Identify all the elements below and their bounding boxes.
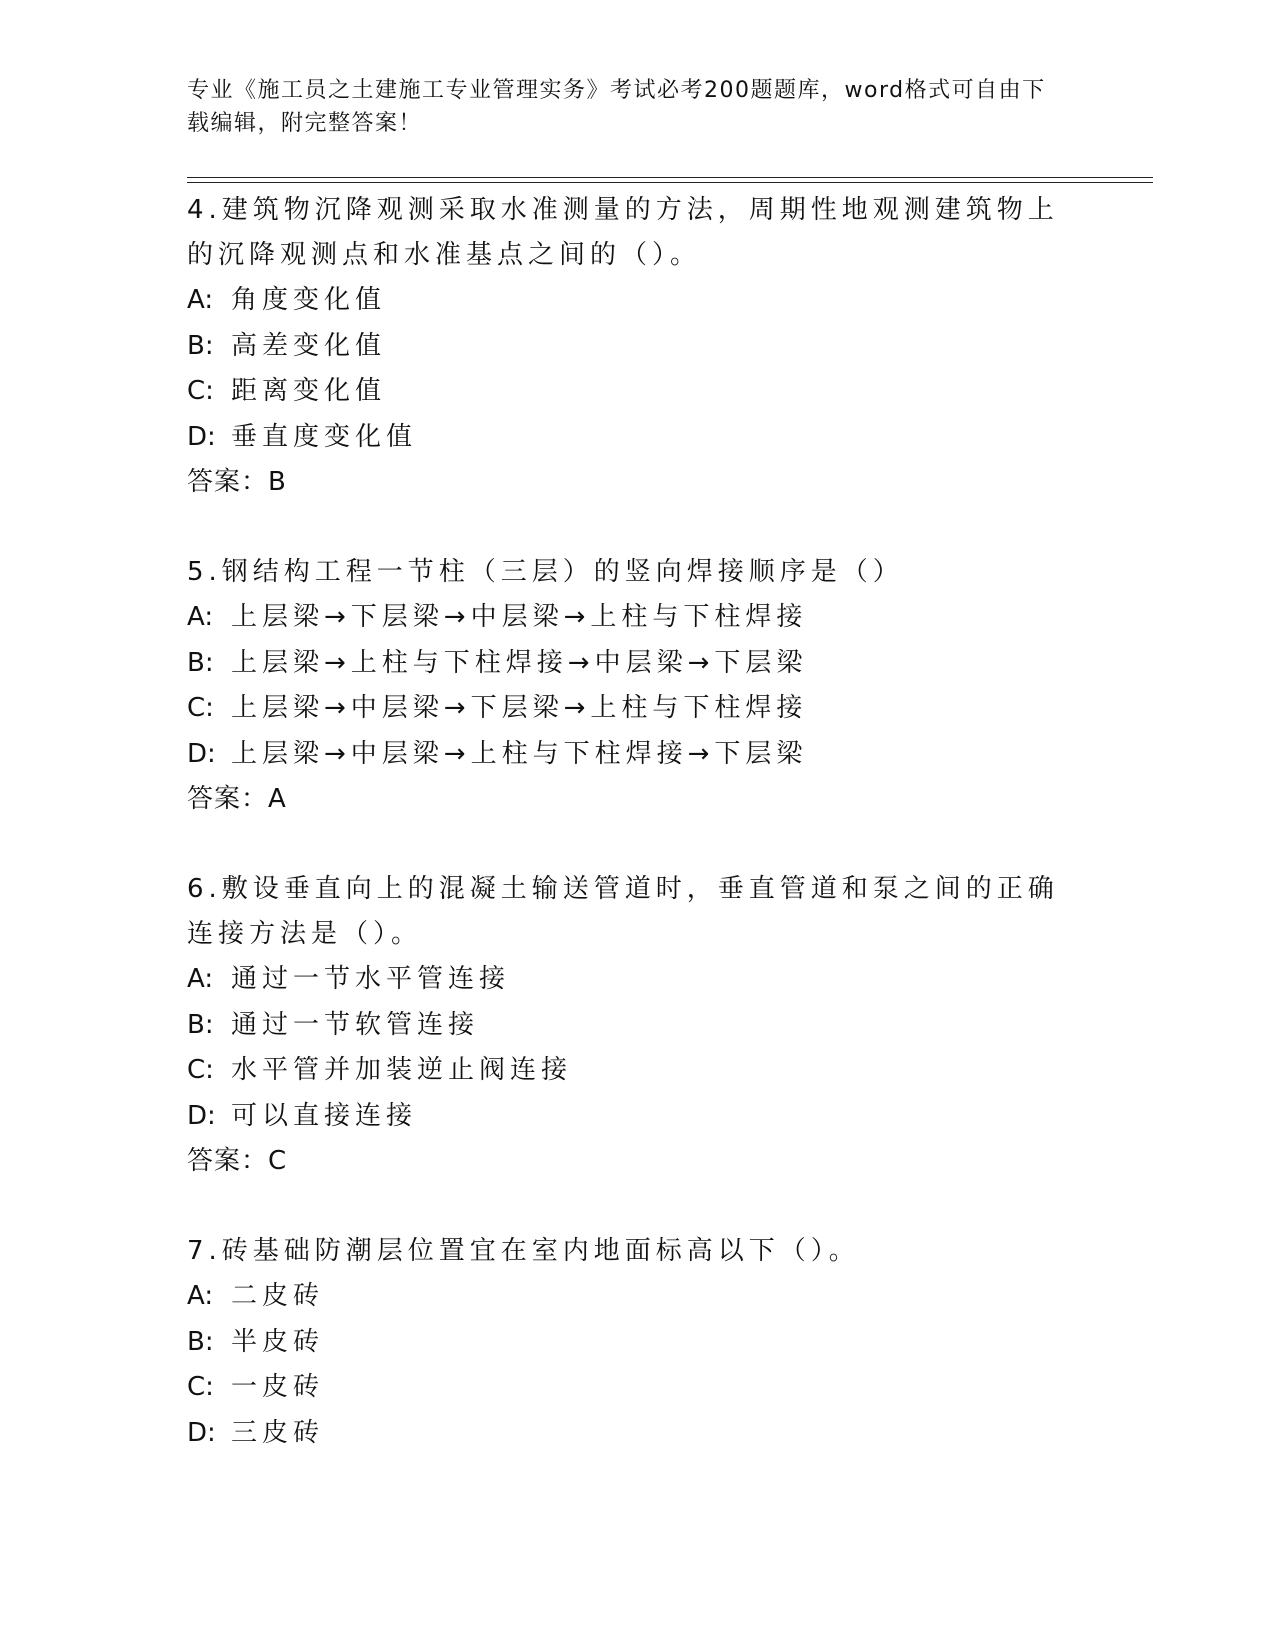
- option-text: 上层梁→中层梁→下层梁→上柱与下柱焊接: [231, 693, 808, 723]
- option-d: [187, 415, 1087, 461]
- option-text: 一皮砖: [231, 1372, 325, 1402]
- header-divider-top: [187, 177, 1153, 178]
- option-c: [187, 1365, 1087, 1411]
- option-c: [187, 1048, 1087, 1094]
- option-a: [187, 957, 1087, 1003]
- question-stem: 6.敷设垂直向上的混凝土输送管道时，垂直管道和泵之间的正确连接方法是（）。: [187, 874, 1059, 949]
- option-text: 可以直接连接: [231, 1100, 418, 1131]
- question-item: [187, 867, 1087, 1184]
- option-key: D:: [187, 738, 216, 769]
- question-answer: 答案：B: [187, 467, 287, 497]
- option-text: 通过一节软管连接: [231, 1009, 480, 1040]
- option-d: [187, 1411, 1087, 1457]
- option-a: [187, 595, 1087, 641]
- option-text: 高差变化值: [231, 330, 387, 361]
- option-key: D:: [187, 1417, 216, 1448]
- option-key: B:: [187, 330, 214, 361]
- option-text: 通过一节水平管连接: [231, 964, 511, 994]
- option-text: 垂直度变化值: [231, 421, 418, 452]
- option-key: C:: [187, 1055, 214, 1085]
- option-d: [187, 1094, 1087, 1140]
- question-item: [187, 1229, 1087, 1456]
- option-a: [187, 1274, 1087, 1320]
- question-stem: 5.钢结构工程一节柱（三层）的竖向焊接顺序是（）: [187, 557, 904, 587]
- option-key: B:: [187, 1009, 214, 1040]
- question-stem: 4.建筑物沉降观测采取水准测量的方法，周期性地观测建筑物上的沉降观测点和水准基点之间的（）。: [187, 195, 1059, 270]
- option-b: [187, 324, 1087, 370]
- option-key: A:: [187, 964, 214, 994]
- option-text: 三皮砖: [231, 1417, 325, 1448]
- option-key: B:: [187, 1326, 214, 1357]
- option-key: B:: [187, 647, 214, 678]
- option-text: 二皮砖: [231, 1281, 325, 1311]
- option-text: 距离变化值: [231, 376, 387, 406]
- question-stem: 7.砖基础防潮层位置宜在室内地面标高以下（）。: [187, 1236, 860, 1266]
- option-text: 上层梁→上柱与下柱焊接→中层梁→下层梁: [231, 647, 808, 678]
- question-answer: 答案：C: [187, 1146, 288, 1176]
- option-key: A:: [187, 602, 214, 632]
- option-key: C:: [187, 376, 214, 406]
- option-d: [187, 732, 1087, 778]
- option-text: 上层梁→下层梁→中层梁→上柱与下柱焊接: [231, 602, 808, 632]
- question-list: [187, 188, 1087, 1501]
- question-item: [187, 188, 1087, 505]
- option-a: [187, 278, 1087, 324]
- option-c: [187, 686, 1087, 732]
- document-header: 专业《施工员之土建施工专业管理实务》考试必考200题题库，word格式可自由下载编辑，附完整答案！: [187, 78, 1046, 136]
- option-b: [187, 641, 1087, 687]
- option-key: A:: [187, 285, 214, 315]
- option-key: D:: [187, 421, 216, 452]
- question-answer: 答案：A: [187, 784, 287, 814]
- option-text: 角度变化值: [231, 285, 387, 315]
- option-text: 上层梁→中层梁→上柱与下柱焊接→下层梁: [231, 738, 808, 769]
- option-key: C:: [187, 1372, 214, 1402]
- option-b: [187, 1003, 1087, 1049]
- option-c: [187, 369, 1087, 415]
- option-key: A:: [187, 1281, 214, 1311]
- option-key: C:: [187, 693, 214, 723]
- question-item: [187, 550, 1087, 822]
- option-key: D:: [187, 1100, 216, 1131]
- option-text: 水平管并加装逆止阀连接: [231, 1055, 573, 1085]
- option-text: 半皮砖: [231, 1326, 325, 1357]
- header-divider-bottom: [187, 182, 1153, 183]
- option-b: [187, 1320, 1087, 1366]
